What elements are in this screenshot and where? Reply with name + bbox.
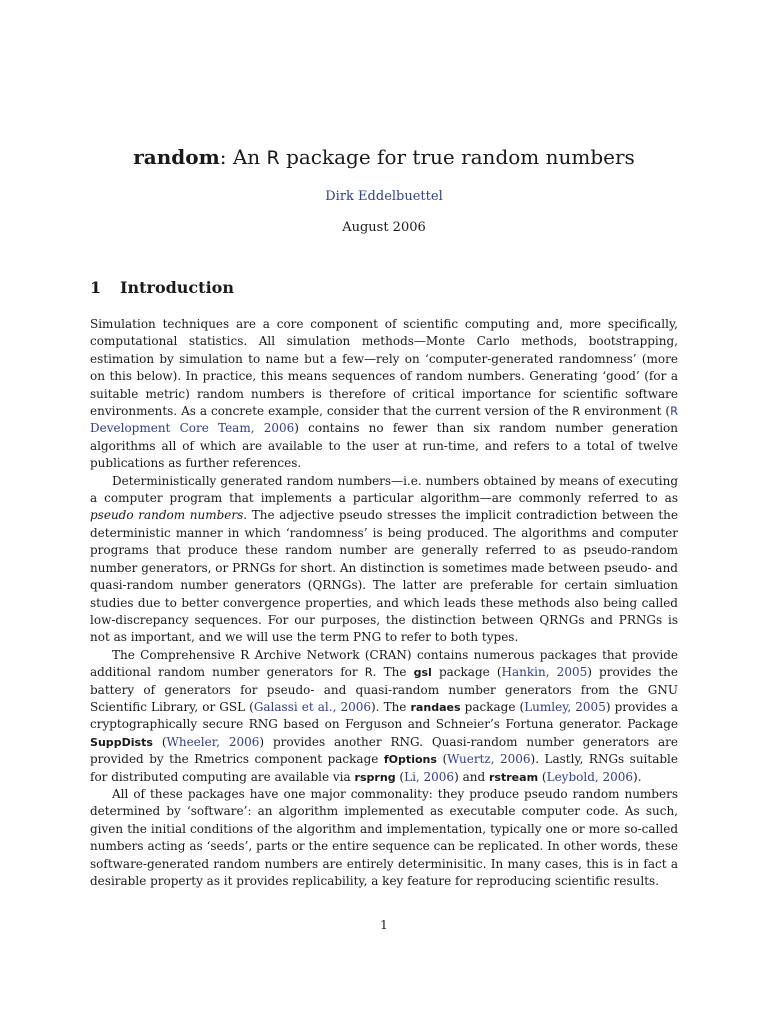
text: . The adjective pseudo stresses the implicit contradiction between the deterministic manner in which ‘randomness’ is being produced. The algorithms and computer programs that produce these random number are generally referred to as pseudo-random number generators, or PRNGs for short. An distinction is sometimes made between pseudo- and quasi-random number generators (QRNGs). The latter are preferable for certain simluation studies due to better convergence properties, and which leads these methods also being called low-discrepancy sequences. For our purposes, the distinction between QRNGs and PRNGs is not as important, and we will use the term PNG to refer to both types. — [90, 508, 678, 645]
text: ). The — [371, 699, 411, 714]
text: ) provides the battery of generators for pseudo- and quasi-random number generators from the GNU Scientific Library, or GSL ( — [90, 665, 679, 714]
text: All of these packages have one major commonality: they produce pseudo random numbers determined by ‘software’: an algorithm implemented as executable computer code. As such, given the initial conditions of the algorithm and implementation, typically one or more so-called numbers acting as ‘seeds’, parts or the entire sequence can be replicated. In other words, these software-generated random numbers are entirely determinisitic. In many cases, this is in fact a desirable property as it provides replicability, a key feature for reproducing scientific results. — [90, 786, 678, 888]
title-text-a: : An — [219, 145, 267, 169]
package-name: SuppDists — [90, 735, 153, 749]
publication-date: August 2006 — [342, 220, 426, 235]
text: ) provides another RNG. Quasi-random number generators are provided by the Rmetrics component package — [90, 734, 678, 767]
section-title: Introduction — [120, 278, 234, 297]
package-name: gsl — [413, 666, 432, 680]
text: Deterministically generated random numbers—i.e. numbers obtained by means of executing a computer program that implements a particular algorithm—are commonly referred to as — [90, 473, 678, 506]
page-number: 1 — [380, 918, 388, 932]
text: ) provides a cryptographically secure RNG based on Ferguson and Schneier’s Fortuna generator. Package — [90, 699, 679, 732]
text: package ( — [460, 699, 525, 714]
text: The Comprehensive R Archive Network (CRAN) contains numerous packages that provide additional random number generators for — [90, 647, 678, 680]
citation-link[interactable]: Lumley, 2005 — [524, 699, 606, 714]
author-link[interactable]: Dirk Eddelbuettel — [325, 189, 443, 204]
r-name: R — [670, 404, 678, 419]
body-text — [90, 316, 678, 890]
citation-text: Development Core Team, 2006 — [90, 421, 295, 436]
package-name: rsprng — [354, 770, 396, 784]
paragraph-4 — [90, 786, 678, 890]
r-name: R — [572, 404, 581, 419]
paragraph-2 — [90, 473, 678, 647]
package-name: randaes — [410, 700, 461, 714]
text: ) and — [454, 769, 489, 784]
text: ). — [633, 769, 642, 784]
text: ( — [395, 769, 405, 784]
text: . The — [372, 665, 414, 680]
text: package ( — [431, 665, 502, 680]
citation-link[interactable]: Galassi et al., 2006 — [253, 699, 371, 714]
text: ). Lastly, RNGs suitable for distributed computing are available via — [90, 752, 678, 784]
citation-link[interactable]: Wheeler, 2006 — [166, 734, 260, 749]
text: ( — [538, 769, 547, 784]
citation-link[interactable]: Leybold, 2006 — [546, 769, 634, 784]
paragraph-1 — [90, 316, 678, 473]
title-package-name: random — [133, 145, 220, 169]
paragraph-3 — [90, 647, 678, 786]
package-name: rstream — [488, 770, 539, 784]
title-r-name: R — [266, 147, 280, 169]
paper-title — [0, 143, 768, 172]
section-heading — [90, 277, 234, 299]
text: ) contains no fewer than six random number generation algorithms all of which are available to the user at run-time, and refers to a total of twelve publications as further references. — [90, 421, 678, 471]
text: ( — [152, 734, 167, 749]
citation-link[interactable]: Hankin, 2005 — [501, 665, 588, 680]
text: ( — [436, 752, 448, 767]
text: environment ( — [580, 404, 671, 419]
section-number: 1 — [90, 278, 102, 297]
citation-link[interactable]: Li, 2006 — [404, 769, 455, 784]
r-name: R — [364, 665, 373, 680]
citation-link[interactable]: Wuertz, 2006 — [447, 752, 531, 767]
emphasis: pseudo random numbers — [90, 508, 244, 523]
text: Simulation techniques are a core component of scientific computing and, more specifically, computational statistics. All simulation methods—Monte Carlo methods, bootstrapping, estimation by simulation to name but a few—rely on ‘computer-generated randomness’ (more on this below). In practice, this means sequences of random numbers. Generating ‘good’ (for a suitable metric) random numbers is therefore of critical importance for scientific software environments. As a concrete example, consider that the current version of the — [90, 317, 678, 419]
package-name: fOptions — [383, 753, 437, 767]
title-text-b: package for true random numbers — [279, 145, 635, 169]
